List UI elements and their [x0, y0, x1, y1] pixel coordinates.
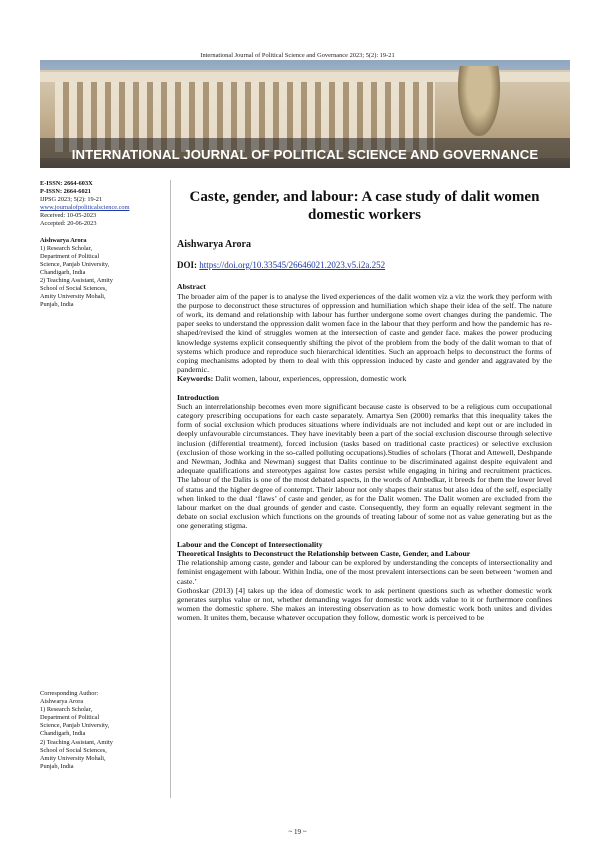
accepted-date: Accepted: 20-06-2023	[40, 220, 97, 228]
abstract-heading: Abstract	[177, 282, 206, 292]
national-emblem-icon	[458, 66, 500, 136]
running-head: International Journal of Political Science and Governance 2023; 5(2): 19-21	[200, 52, 395, 59]
corresponding-affiliation-1-line3: Science, Panjab University,	[40, 722, 110, 730]
keywords-text: Dalit women, labour, experiences, oppression, domestic work	[213, 374, 407, 384]
sidebar-affiliation-1-line2: Department of Political	[40, 252, 100, 260]
sidebar-affiliation-2-line3: Amity University Mohali,	[40, 293, 106, 301]
article-title: Caste, gender, and labour: A case study of dalit women domestic workers	[189, 189, 540, 223]
corresponding-affiliation-2-line2: School of Social Sciences,	[40, 746, 107, 754]
journal-website-link[interactable]: www.journalofpoliticalscience.com	[40, 204, 130, 212]
sidebar-affiliation-1-line1: 1) Research Scholar,	[40, 244, 93, 252]
introduction-text: Such an interrelationship becomes even more significant because caste is observed to be a religious cum occupational category prescribing occupations for each caste separately. Amartya Sen (2000) remarks that this inequality takes the form of social exclusion which produces situations where individuals are not included and kept out or are included in deeply unfavourable circumstances. They have inevitably been a part of the social exclusion discourse through selective inclusion (differential treatment), forced inclusion (tasks based on traditional caste practices) or selective exclusion (exclusion of those working in the so-called polluting occupations).Studies of scholars (Thorat and Attewell, Deshpande and Newman, Jodhka and Newman) suggest that Dalits continue to be discriminated against despite equivalent and adequate qualifications and stereotypes against low castes persist while engaging in hiring and recruitment practices. The labour of the Dalits is one of the most debated aspects, in the words of Ambedkar, it breeds for them the lower level of status and the higher degree of contempt. Their labour not only shapes their status but also idea of the self, especially when linked to the dual ‘flaws’ of caste and gender, as for the Dalit women. The Dalit women are excluded from the labour market on the dual grounds of gender and caste. Consequently, they form an equally relevant segment in the debate on social exclusion which functions on the grounds of treating labour of some not as value generating but as the one generating stigma.	[177, 401, 552, 531]
article-author: Aishwarya Arora	[177, 239, 251, 250]
banner-title: INTERNATIONAL JOURNAL OF POLITICAL SCIENCE AND GOVERNANCE	[71, 147, 539, 162]
sidebar-affiliation-1-line4: Chandigarh, India	[40, 268, 86, 276]
theory-paragraph-1: The relationship among caste, gender and labour can be explored by understanding the concepts of intersectionality and feminist engagement with labour. Within India, one of the most prevalent intersections can be seen between ‘women and caste.’	[177, 558, 552, 586]
corresponding-author	[40, 690, 152, 771]
sidebar-affiliation-2-line4: Punjab, India	[40, 301, 74, 309]
doi-link[interactable]: https://doi.org/10.33545/26646021.2023.v5.i2a.252	[199, 260, 386, 271]
labour-intersectionality-heading: Labour and the Concept of Intersectionality	[177, 539, 323, 549]
corresponding-affiliation-1-line2: Department of Political	[40, 714, 100, 722]
sidebar-affiliation-1-line3: Science, Panjab University,	[40, 260, 110, 268]
corresponding-affiliation-2-line1: 2) Teaching Assistant, Amity	[40, 738, 113, 746]
corresponding-affiliation-2-line4: Punjab, India	[40, 762, 74, 770]
sidebar-author-name: Aishwarya Arora	[40, 236, 87, 244]
corresponding-name: Aishwarya Arora	[40, 698, 84, 706]
pissn: P-ISSN: 2664-6021	[40, 188, 91, 196]
sidebar-affiliation-2-line2: School of Social Sciences,	[40, 285, 107, 293]
corresponding-affiliation-2-line3: Amity University Mohali,	[40, 754, 106, 762]
keywords-label: Keywords:	[177, 374, 214, 384]
eissn: E-ISSN: 2664-603X	[40, 180, 93, 187]
column-divider	[170, 180, 171, 798]
corresponding-affiliation-1-line1: 1) Research Scholar,	[40, 706, 93, 714]
corresponding-heading: Corresponding Author:	[40, 690, 99, 697]
received-date: Received: 10-05-2023	[40, 212, 97, 220]
theoretical-insights-heading: Theoretical Insights to Deconstruct the Relationship between Caste, Gender, and Labour	[177, 548, 471, 558]
doi-line	[177, 261, 552, 270]
doi-label: DOI:	[177, 260, 200, 271]
corresponding-affiliation-1-line4: Chandigarh, India	[40, 730, 86, 738]
article-body	[177, 188, 552, 623]
article-info-sidebar	[40, 180, 152, 309]
ijpsg-citation: IJPSG 2023; 5(2): 19-21	[40, 196, 103, 204]
abstract-text: The broader aim of the paper is to analyse the lived experiences of the dalit women viz a viz the work they perform with the purpose to deconstruct these structures of oppression and humiliation which shape their idea of the self. The nature of work, its demand and relationship with labour has further undergone some overt changes during the pandemic. The paper seeks to understand the oppression dalit women face in the labour that they perform and how the pandemic has re-shaped/revised the kind of struggles women at the intersection of caste and gender face. makes the power producing knowledge systems explicit consequently shifting the pivot of the problem from the body of the dalit woman to that of systems which produce and reproduce such hierarchical identities. Such an approach helps to deconstruct the forms of coping mechanisms adopted by them to deal with this oppression induced by caste and gender and aggravated by the pandemic.	[177, 291, 552, 375]
theory-paragraph-2: Gothoskar (2013) [4] takes up the idea of domestic work to ask pertinent questions such as whether domestic work generates surplus value or not, whether demanding wages for domestic work adds value to it or furthermore confines women the domestic sphere. She makes an interesting observation as to how domestic work both unites and divides women. It unites them, because whatever occupation they follow, domestic work is perceived to be	[177, 585, 552, 623]
keywords-line	[177, 374, 552, 383]
sidebar-affiliation-2-line1: 2) Teaching Assistant, Amity	[40, 277, 113, 285]
introduction-heading: Introduction	[177, 392, 220, 402]
page-number: ~ 19 ~	[288, 828, 307, 836]
journal-banner	[40, 60, 570, 168]
